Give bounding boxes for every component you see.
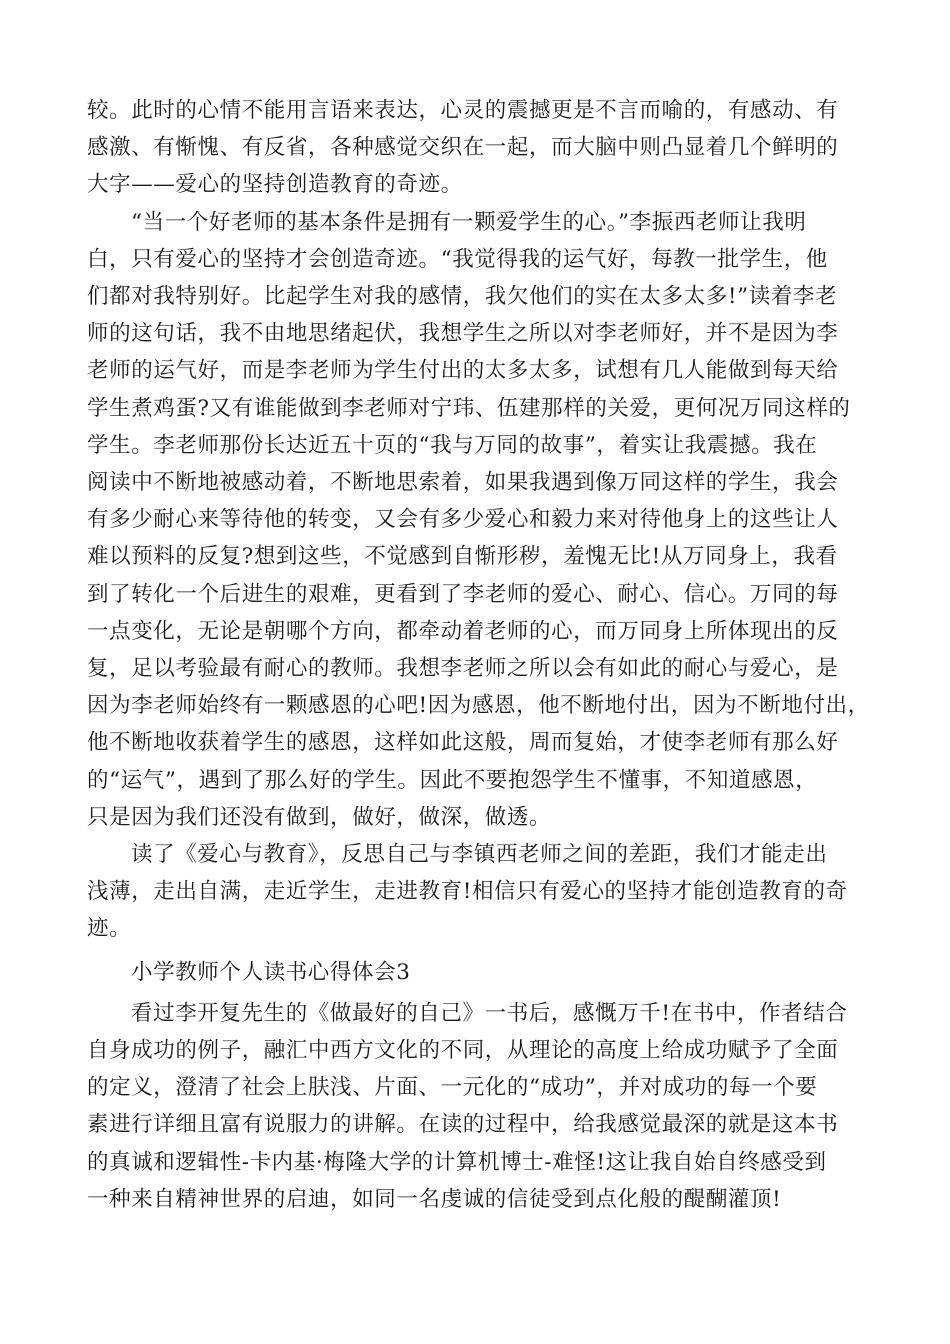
paragraph-3	[87, 836, 867, 948]
text-line: 迹。	[87, 916, 132, 942]
text-line: 的真诚和逻辑性-卡内基·梅隆大学的计算机博士-难怪!这让我自始自终感受到	[87, 1149, 827, 1175]
text-line: 他不断地收获着学生的感恩，这样如此这般，周而复始，才使李老师有那么好	[87, 730, 839, 756]
text-line: 的定义，澄清了社会上肤浅、片面、一元化的“成功”，并对成功的每一个要	[87, 1075, 818, 1101]
paragraph-2	[87, 204, 870, 836]
text-line: “当一个好老师的基本条件是拥有一颗爱学生的心。”李振西老师让我明	[131, 209, 807, 235]
text-line: 较。此时的心情不能用言语来表达，心灵的震撼更是不言而喻的，有感动、有	[87, 98, 839, 123]
text-line: 的“运气”，遇到了那么好的学生。因此不要抱怨学生不懂事，不知道感恩，	[87, 767, 818, 793]
document-page	[87, 92, 870, 1218]
text-line: 师的这句话，我不由地思绪起伏，我想学生之所以对李老师好，并不是因为李	[87, 321, 839, 347]
text-line: 浅薄，走出自满，走近学生，走进教育!相信只有爱心的坚持才能创造教育的奇	[87, 879, 848, 905]
text-line: 老师的运气好，而是李老师为学生付出的太多太多，试想有几人能做到每天给	[87, 358, 839, 384]
paragraph-4	[87, 995, 867, 1218]
text-line: 感激、有惭愧、有反省，各种感觉交织在一起，而大脑中则凸显着几个鲜明的	[87, 135, 839, 161]
text-line: 阅读中不断地被感动着，不断地思索着，如果我遇到像万同这样的学生，我会	[87, 470, 839, 496]
text-line: 白，只有爱心的坚持才会创造奇迹。“我觉得我的运气好，每教一批学生，他	[87, 246, 828, 272]
section-heading-text: 小学教师个人读书心得体会3	[131, 959, 411, 985]
text-line: 读了《爱心与教育》，反思自己与李镇西老师之间的差距，我们才能走出	[131, 842, 828, 868]
text-line: 大字——爱心的坚持创造教育的奇迹。	[87, 172, 463, 198]
text-line: 有多少耐心来等待他的转变，又会有多少爱心和毅力来对待他身上的这些让人	[87, 507, 839, 533]
text-line: 复，足以考验最有耐心的教师。我想李老师之所以会有如此的耐心与爱心，是	[87, 656, 839, 682]
text-line: 到了转化一个后进生的艰难，更看到了李老师的爱心、耐心、信心。万同的每	[87, 581, 839, 607]
text-line: 一种来自精神世界的启迪，如同一名虔诚的信徒受到点化般的醍醐灌顶!	[87, 1186, 782, 1212]
text-line: 只是因为我们还没有做到，做好，做深，做透。	[87, 804, 552, 830]
text-line: 一点变化，无论是朝哪个方向，都牵动着老师的心，而万同身上所体现出的反	[87, 618, 839, 644]
text-line: 素进行详细且富有说服力的讲解。在读的过程中，给我感觉最深的就是这本书	[87, 1112, 839, 1138]
section-heading	[87, 954, 867, 991]
text-line: 难以预料的反复?想到这些，不觉感到自惭形秽，羞愧无比!从万同身上，我看	[87, 544, 838, 570]
text-line: 看过李开复先生的《做最好的自己》一书后，感慨万千!在书中，作者结合	[131, 1000, 848, 1026]
paragraph-1	[87, 92, 867, 204]
text-line: 们都对我特别好。比起学生对我的感情，我欠他们的实在太多太多!”读着李老	[87, 284, 838, 310]
text-line: 因为李老师始终有一颗感恩的心吧!因为感恩，他不断地付出，因为不断地付出，	[87, 693, 870, 719]
text-line: 自身成功的例子，融汇中西方文化的不同，从理论的高度上给成功赋予了全面	[87, 1038, 839, 1064]
text-line: 学生煮鸡蛋?又有谁能做到李老师对宁玮、伍建那样的关爱，更何况万同这样的	[87, 395, 851, 421]
text-line: 学生。李老师那份长达近五十页的“我与万同的故事”，着实让我震撼。我在	[87, 432, 818, 458]
